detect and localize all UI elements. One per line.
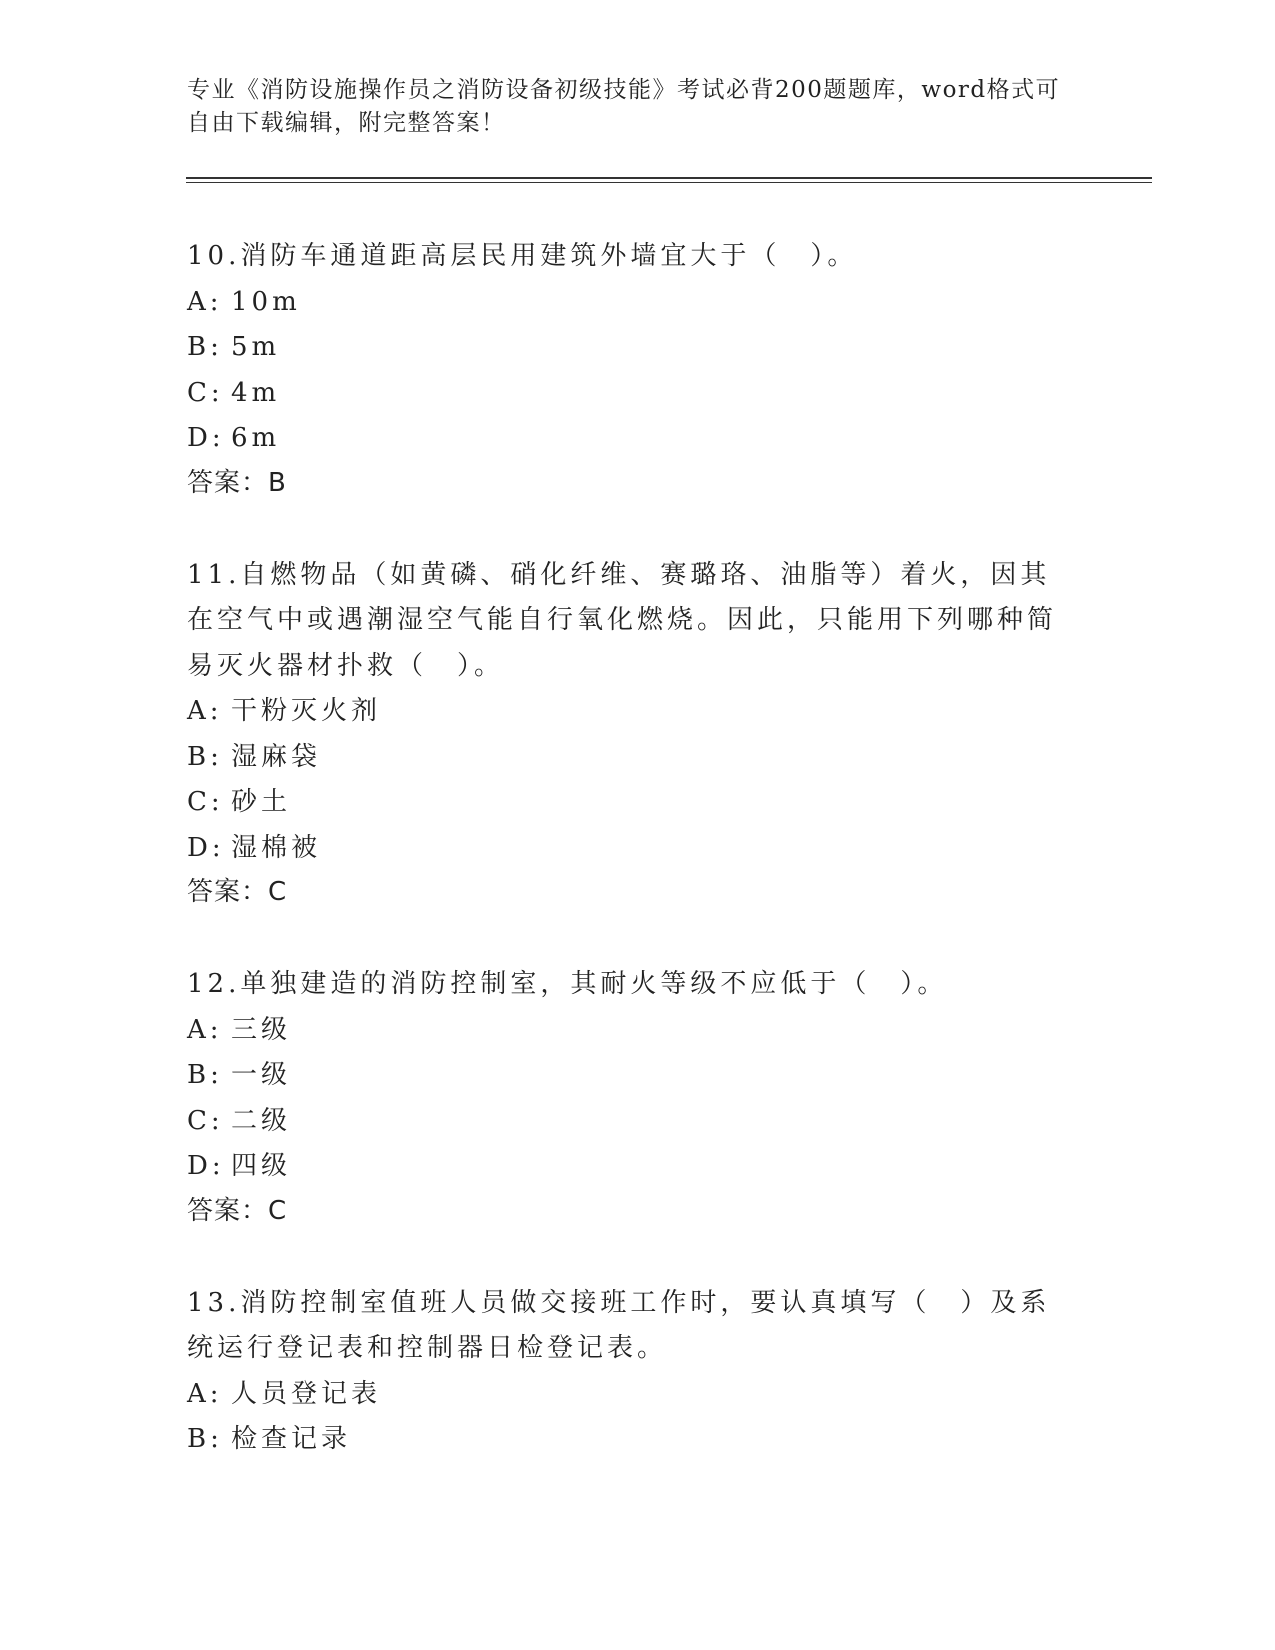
- option-label: D:: [187, 423, 225, 453]
- option-text: 10m: [231, 286, 301, 317]
- question-text: 13.消防控制室值班人员做交接班工作时，要认真填写（ ）及系统运行登记表和控制器日检登记表。: [187, 1287, 1051, 1363]
- option-label: B:: [187, 741, 223, 772]
- question-list: [187, 234, 1087, 1512]
- question-10: [187, 234, 1087, 504]
- option-c: [187, 371, 1087, 417]
- option-label: A:: [187, 286, 223, 317]
- question-13: [187, 1281, 1087, 1463]
- option-text: 干粉灭火剂: [231, 696, 382, 726]
- option-a: [187, 1008, 1087, 1054]
- option-text: 4m: [231, 377, 281, 408]
- option-d: [187, 1144, 1087, 1190]
- option-b: [187, 735, 1087, 781]
- question-12: [187, 962, 1087, 1232]
- option-text: 二级: [231, 1105, 292, 1136]
- option-b: [187, 1417, 1087, 1463]
- answer-line: 答案：C: [187, 877, 288, 907]
- question-text: 11.自燃物品（如黄磷、硝化纤维、赛璐珞、油脂等）着火，因其在空气中或遇潮湿空气能自行氧化燃烧。因此，只能用下列哪种简易灭火器材扑救（ ）。: [187, 559, 1058, 681]
- option-c: [187, 780, 1087, 826]
- question-text: 12.单独建造的消防控制室，其耐火等级不应低于（ ）。: [187, 969, 948, 999]
- option-c: [187, 1099, 1087, 1145]
- option-b: [187, 325, 1087, 371]
- option-label: B:: [187, 1424, 223, 1454]
- answer-line: 答案：C: [187, 1195, 288, 1226]
- option-b: [187, 1053, 1087, 1099]
- answer-line: 答案：B: [187, 467, 287, 498]
- option-text: 湿麻袋: [231, 741, 322, 772]
- option-d: [187, 416, 1087, 462]
- option-label: A:: [187, 696, 223, 726]
- option-text: 6m: [231, 423, 281, 453]
- option-text: 检查记录: [231, 1424, 352, 1454]
- option-text: 四级: [231, 1151, 292, 1181]
- option-a: [187, 689, 1087, 735]
- document-header: 专业《消防设施操作员之消防设备初级技能》考试必背200题题库，word格式可自由下载编辑，附完整答案！: [187, 77, 1061, 136]
- option-text: 5m: [231, 332, 281, 362]
- option-d: [187, 826, 1087, 872]
- header-divider: [186, 177, 1152, 183]
- option-label: B:: [187, 1060, 223, 1090]
- option-label: C:: [187, 377, 224, 408]
- option-label: C:: [187, 787, 224, 817]
- option-text: 一级: [231, 1060, 292, 1090]
- question-text: 10.消防车通道距高层民用建筑外墙宜大于（ ）。: [187, 241, 858, 271]
- option-label: D:: [187, 832, 225, 863]
- option-text: 三级: [231, 1014, 292, 1045]
- option-a: [187, 280, 1087, 326]
- option-text: 湿棉被: [231, 832, 322, 863]
- option-label: D:: [187, 1151, 225, 1181]
- option-label: C:: [187, 1105, 224, 1136]
- option-label: B:: [187, 332, 223, 362]
- option-label: A:: [187, 1378, 223, 1409]
- question-11: [187, 553, 1087, 914]
- option-text: 砂土: [231, 787, 292, 817]
- option-a: [187, 1372, 1087, 1418]
- option-text: 人员登记表: [231, 1378, 382, 1409]
- option-label: A:: [187, 1014, 223, 1045]
